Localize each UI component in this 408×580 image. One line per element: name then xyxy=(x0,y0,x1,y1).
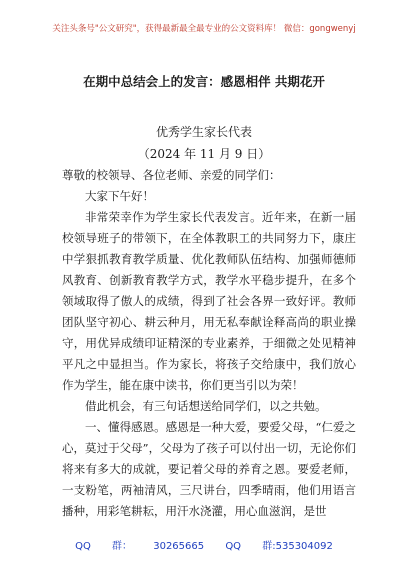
qq-group-1: QQ 群： 30265665 xyxy=(75,541,205,552)
speaker-line: 优秀学生家长代表 xyxy=(155,125,252,139)
body-paragraph: 一、懂得感恩。感恩是一种大爱，要爱父母，“仁爱之心，莫过于父母”，父母为了孩子可以付出一切，无论你们将来有多大的成就，要记着父母的养育之恩。要爱老师，一支粉笔，两袖清风，三尺讲台，四季晴雨，他们用语言播种，用彩笔耕耘，用汗水浇灌，用心血滋润，是世 xyxy=(62,420,356,518)
footer-contact xyxy=(0,537,408,552)
document-title: 在期中总结会上的发言：感恩相伴 共期花开 xyxy=(83,74,325,89)
qq-group-2: QQ 群:535304092 xyxy=(225,541,333,552)
date-line: （2024 年 11 月 9 日） xyxy=(137,147,271,161)
header-promo-note: 关注头条号"公文研究"，获得最新最全最专业的公文资料库！ 微信：gongwenyj xyxy=(52,24,356,34)
body-paragraph: 借此机会，有三句话想送给同学们，以之共勉。 xyxy=(85,399,327,413)
greeting: 大家下午好！ xyxy=(85,189,154,203)
salutation: 尊敬的校领导、各位老师、亲爱的同学们： xyxy=(62,168,281,182)
body-paragraph: 非常荣幸作为学生家长代表发言。近年来，在新一届校领导班子的带领下，在全体教职工的共同努力下，康庄中学狠抓教育教学质量、优化教师队伍结构、加强师德师风教育、创新教育教学方式，教学水平稳步提升，在多个领域取得了傲人的成绩，得到了社会各界一致好评。教师团队坚守初心、耕云种月，用无私奉献诠释高尚的职业操守，用优异成绩印证精深的专业素养，于细微之处见精神平凡之中显担当。作为家长，将孩子交给康中，我们放心作为学生，能在康中读书，你们更当引以为荣！ xyxy=(62,210,356,392)
document-body xyxy=(62,165,356,522)
